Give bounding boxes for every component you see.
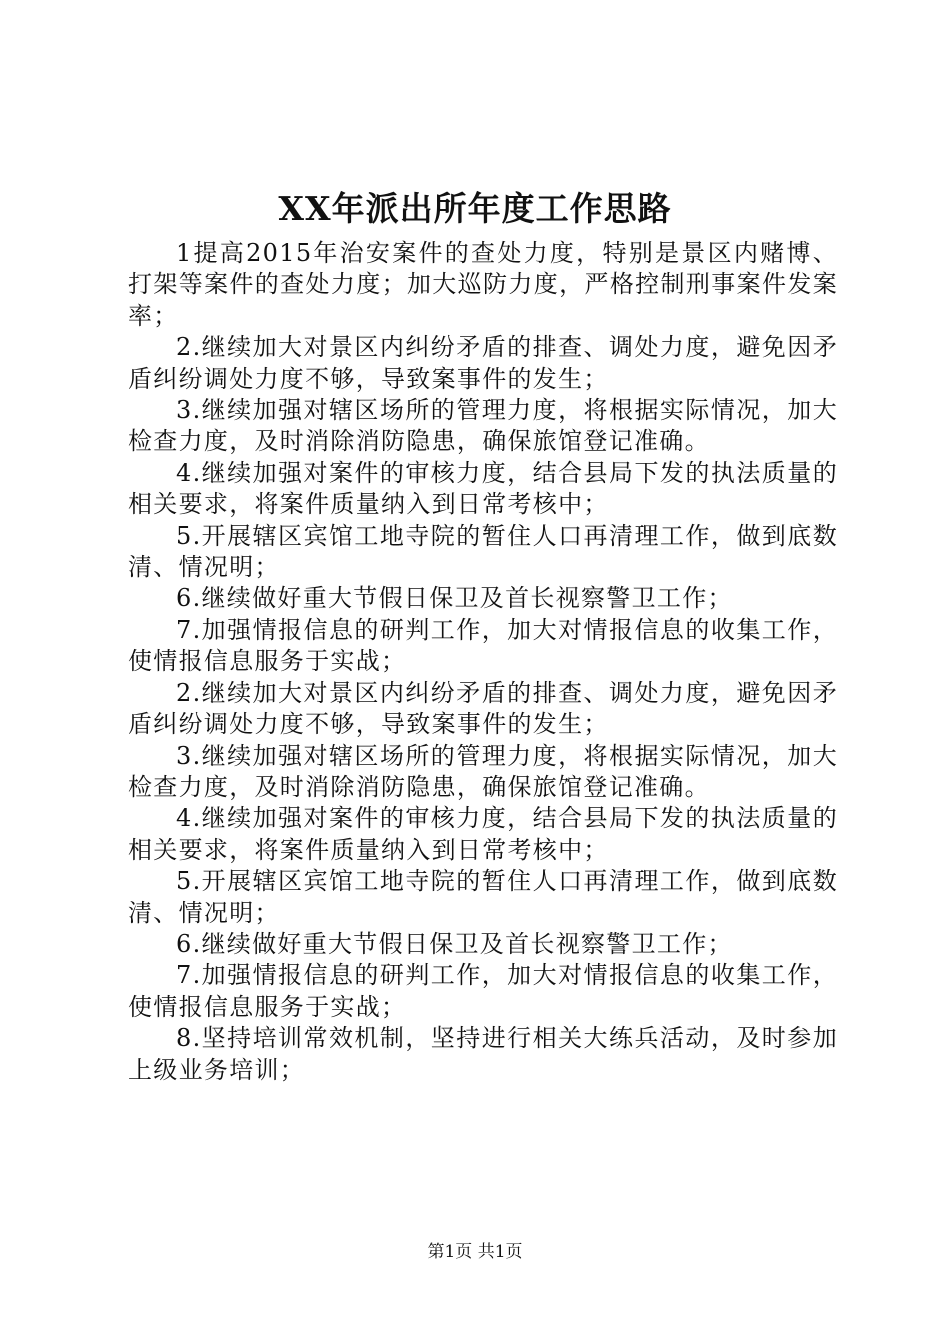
paragraph-6: 6.继续做好重大节假日保卫及首长视察警卫工作；: [176, 584, 733, 613]
paragraph-14: 8.坚持培训常效机制，坚持进行相关大练兵活动，及时参加上级业务培训；: [128, 1024, 838, 1084]
paragraph-9: 3.继续加强对辖区场所的管理力度，将根据实际情况，加大检查力度，及时消除消防隐患，确保旅馆登记准确。: [128, 741, 838, 801]
document-body: [128, 238, 838, 1086]
paragraph-11: 5.开展辖区宾馆工地寺院的暂住人口再清理工作，做到底数清、情况明；: [128, 867, 838, 927]
paragraph-8: 2.继续加大对景区内纠纷矛盾的排查、调处力度，避免因矛盾纠纷调处力度不够，导致案事件的发生；: [128, 678, 838, 739]
page-footer: 第1页 共1页: [427, 1242, 523, 1262]
paragraph-7: 7.加强情报信息的研判工作，加大对情报信息的收集工作，使情报信息服务于实战；: [128, 615, 838, 676]
paragraph-4: 4.继续加强对案件的审核力度，结合县局下发的执法质量的相关要求，将案件质量纳入到日常考核中；: [128, 458, 838, 519]
paragraph-13: 7.加强情报信息的研判工作，加大对情报信息的收集工作，使情报信息服务于实战；: [128, 961, 838, 1021]
paragraph-10: 4.继续加强对案件的审核力度，结合县局下发的执法质量的相关要求，将案件质量纳入到日常考核中；: [128, 804, 838, 864]
paragraph-5: 5.开展辖区宾馆工地寺院的暂住人口再清理工作，做到底数清、情况明；: [128, 521, 838, 582]
document-title: XX年派出所年度工作思路: [278, 189, 672, 228]
paragraph-2: 2.继续加大对景区内纠纷矛盾的排查、调处力度，避免因矛盾纠纷调处力度不够，导致案事件的发生；: [128, 333, 838, 393]
paragraph-1: 1提高2015年治安案件的查处力度，特别是景区内赌博、打架等案件的查处力度；加大巡防力度，严格控制刑事案件发案率；: [128, 239, 838, 330]
paragraph-12: 6.继续做好重大节假日保卫及首长视察警卫工作；: [176, 929, 733, 958]
paragraph-3: 3.继续加强对辖区场所的管理力度，将根据实际情况，加大检查力度，及时消除消防隐患，确保旅馆登记准确。: [128, 396, 838, 456]
